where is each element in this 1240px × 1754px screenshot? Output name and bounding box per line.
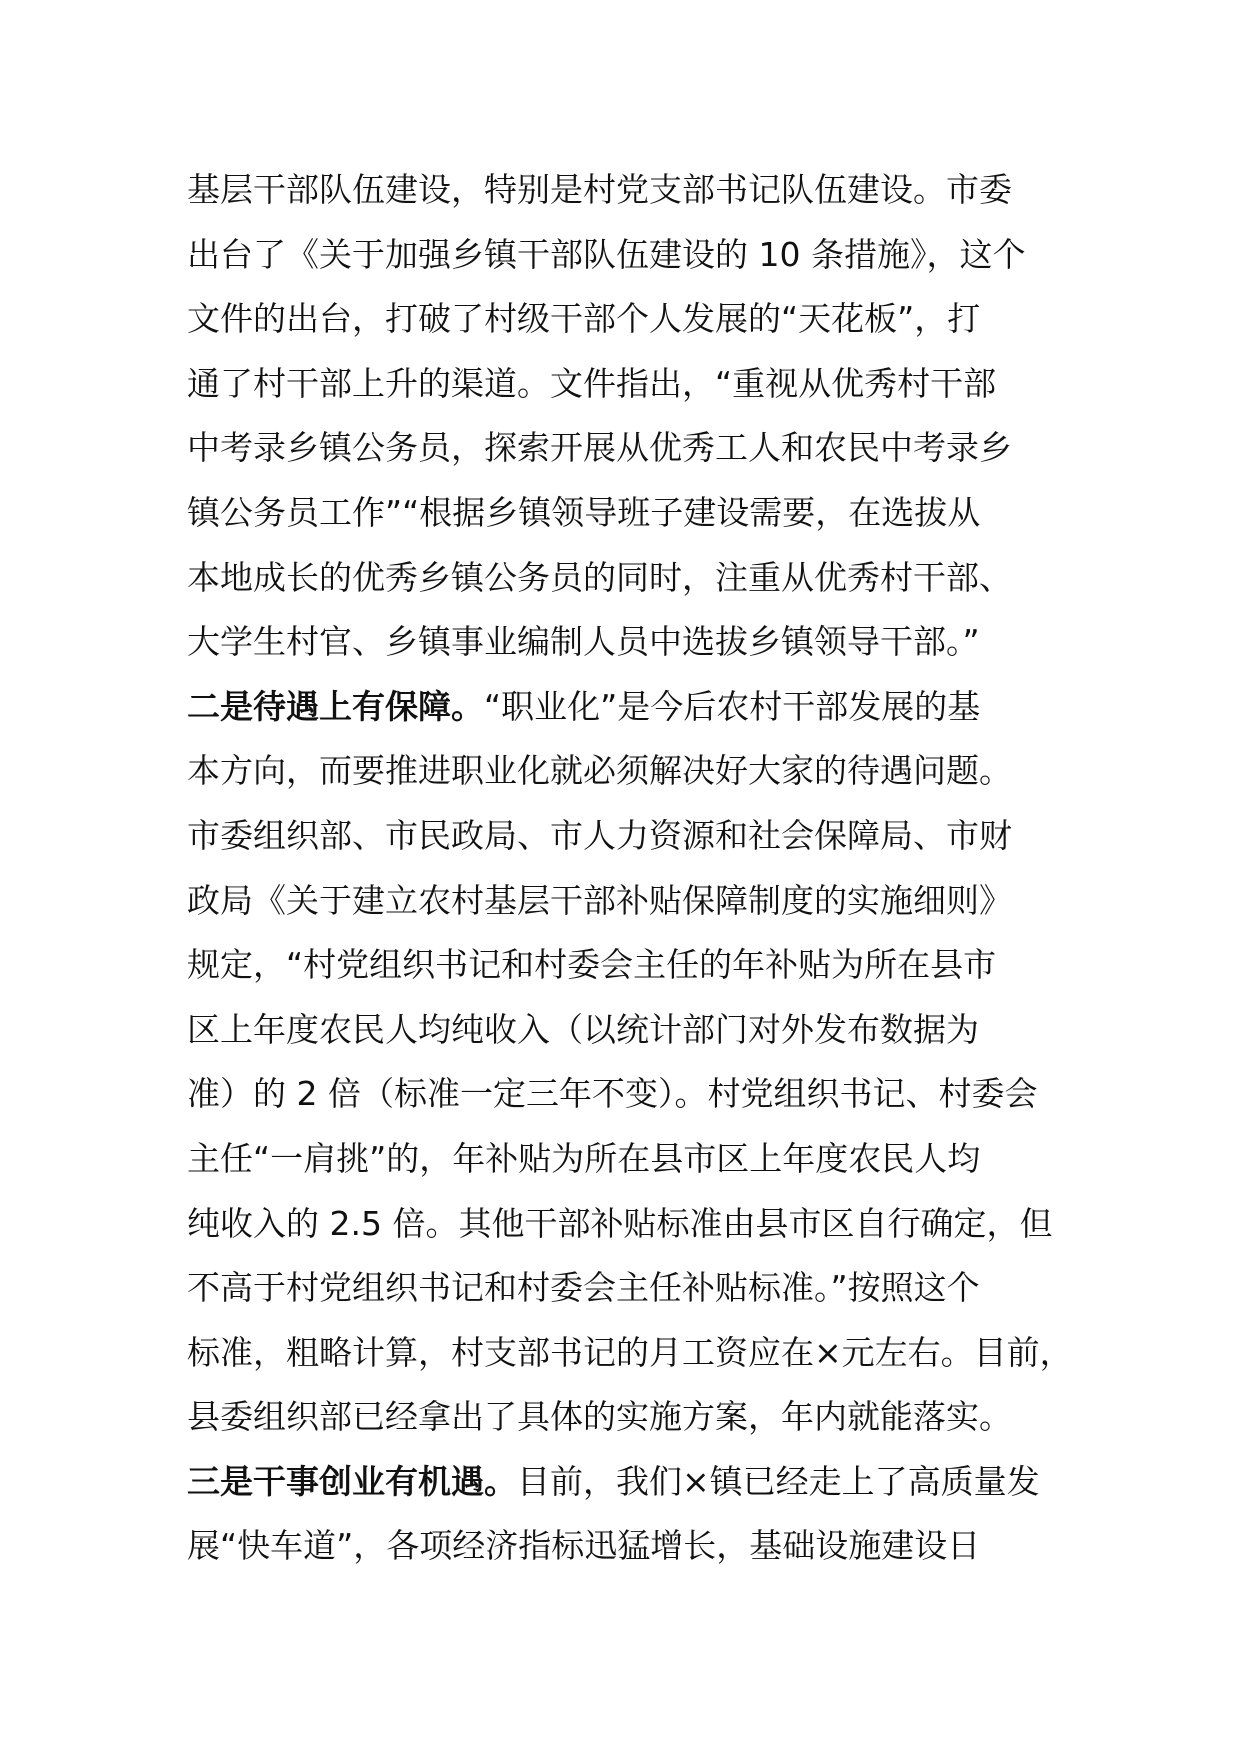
text-line: 本方向，而要推进职业化就必须解决好大家的待遇问题。 — [187, 751, 1012, 791]
text-line: 准）的 2 倍（标准一定三年不变）。村党组织书记、村委会 — [187, 1074, 1038, 1114]
body-text — [187, 158, 1087, 1579]
text-line-rest: 目前，我们×镇已经走上了高质量发 — [517, 1461, 1040, 1501]
text-line: 镇公务员工作”“根据乡镇领导班子建设需要，在选拔从 — [187, 492, 981, 532]
text-line-with-heading — [187, 1450, 1087, 1515]
text-line: 区上年度农民人均纯收入（以统计部门对外发布数据为 — [187, 1009, 979, 1049]
text-line: 县委组织部已经拿出了具体的实施方案，年内就能落实。 — [187, 1397, 1012, 1437]
text-line-with-heading — [187, 675, 1087, 740]
text-line: 纯收入的 2.5 倍。其他干部补贴标准由县市区自行确定，但 — [187, 1203, 1053, 1243]
text-line: 大学生村官、乡镇事业编制人员中选拔乡镇领导干部。” — [187, 622, 980, 662]
text-line: 政局《关于建立农村基层干部补贴保障制度的实施细则》 — [187, 880, 1012, 920]
text-line: 不高于村党组织书记和村委会主任补贴标准。”按照这个 — [187, 1268, 980, 1308]
text-line: 文件的出台，打破了村级干部个人发展的“天花板”，打 — [187, 299, 981, 339]
text-line: 基层干部队伍建设，特别是村党支部书记队伍建设。市委 — [187, 170, 1012, 209]
text-line: 主任“一肩挑”的，年补贴为所在县市区上年度农民人均 — [187, 1138, 981, 1178]
section-heading-3: 三是干事创业有机遇。 — [187, 1461, 517, 1501]
text-line: 展“快车道”，各项经济指标迅猛增长，基础设施建设日 — [187, 1526, 981, 1566]
section-heading-2: 二是待遇上有保障。 — [187, 686, 484, 726]
text-line: 本地成长的优秀乡镇公务员的同时，注重从优秀村干部、 — [187, 557, 1012, 597]
text-line: 市委组织部、市民政局、市人力资源和社会保障局、市财 — [187, 815, 1012, 855]
text-line: 中考录乡镇公务员，探索开展从优秀工人和农民中考录乡 — [187, 428, 1012, 468]
text-line-rest: “职业化”是今后农村干部发展的基 — [484, 686, 981, 726]
text-line: 通了村干部上升的渠道。文件指出，“重视从优秀村干部 — [187, 363, 997, 403]
text-line: 标准，粗略计算，村支部书记的月工资应在×元左右。目前， — [187, 1332, 1073, 1372]
text-line: 规定，“村党组织书记和村委会主任的年补贴为所在县市 — [187, 945, 997, 985]
text-line: 出台了《关于加强乡镇干部队伍建设的 10 条措施》，这个 — [187, 234, 1026, 274]
